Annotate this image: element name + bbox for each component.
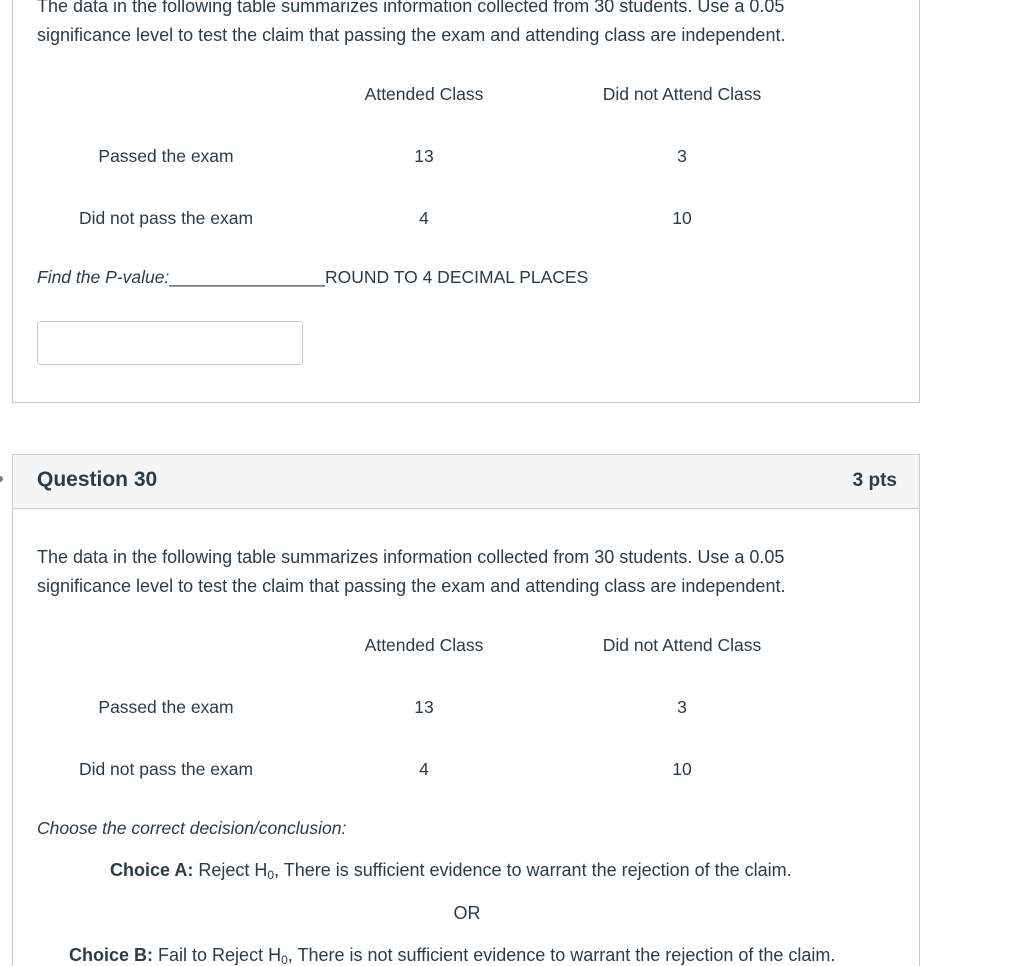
choice-b-label: Choice B: bbox=[69, 945, 154, 965]
col-header-attended: Attended Class bbox=[364, 635, 484, 655]
decision-prompt: Choose the correct decision/conclusion: bbox=[37, 818, 347, 838]
col-header-did-not-attend: Did not Attend Class bbox=[602, 84, 762, 104]
question-30-intro-line-1: The data in the following table summarizes information collected from 30 students. Use a 0.05 bbox=[37, 547, 785, 567]
choice-a-text-pre: Reject H bbox=[198, 860, 268, 880]
p-value-prompt-line bbox=[37, 267, 588, 288]
question-30-title: Question 30 bbox=[37, 468, 158, 491]
choice-a-text-post: , There is sufficient evidence to warrant the rejection of the claim. bbox=[274, 860, 792, 880]
cell-passed-attended: 13 bbox=[414, 146, 434, 166]
question-29-intro-line-2: significance level to test the claim that passing the exam and attending class are independent. bbox=[37, 25, 786, 45]
choice-a bbox=[110, 860, 792, 882]
col-header-did-not-attend: Did not Attend Class bbox=[602, 635, 762, 655]
choice-b-text-post: , There is not sufficient evidence to warrant the rejection of the claim. bbox=[287, 945, 836, 965]
question-29-card bbox=[12, 0, 920, 403]
question-30-header bbox=[13, 455, 919, 509]
row-label-did-not-pass: Did not pass the exam bbox=[78, 208, 254, 228]
cell-passed-not-attended: 3 bbox=[677, 697, 687, 717]
p-value-answer-input[interactable] bbox=[37, 321, 303, 365]
cell-failed-attended: 4 bbox=[419, 208, 429, 228]
p-value-prompt: Find the P-value: bbox=[37, 267, 170, 287]
question-30-card bbox=[12, 454, 920, 966]
cell-failed-not-attended: 10 bbox=[672, 208, 692, 228]
choice-b-text-pre: Fail to Reject H bbox=[158, 945, 282, 965]
or-separator: OR bbox=[453, 903, 481, 923]
col-header-attended: Attended Class bbox=[364, 84, 484, 104]
question-marker bbox=[0, 476, 3, 482]
question-29-intro-line-1: The data in the following table summarizes information collected from 30 students. Use a 0.05 bbox=[37, 0, 785, 16]
choice-b bbox=[69, 945, 835, 966]
cell-failed-not-attended: 10 bbox=[672, 759, 692, 779]
cell-passed-not-attended: 3 bbox=[677, 146, 687, 166]
rounding-instruction: ROUND TO 4 DECIMAL PLACES bbox=[325, 267, 589, 287]
cell-failed-attended: 4 bbox=[419, 759, 429, 779]
question-30-intro-line-2: significance level to test the claim that passing the exam and attending class are independent. bbox=[37, 576, 786, 596]
choice-a-subscript: 0 bbox=[267, 868, 275, 882]
row-label-did-not-pass: Did not pass the exam bbox=[78, 759, 254, 779]
row-label-passed: Passed the exam bbox=[98, 697, 234, 717]
row-label-passed: Passed the exam bbox=[98, 146, 234, 166]
question-30-points: 3 pts bbox=[852, 470, 897, 491]
p-value-blank: ________________ bbox=[169, 267, 326, 287]
choice-b-subscript: 0 bbox=[281, 953, 288, 966]
cell-passed-attended: 13 bbox=[414, 697, 434, 717]
choice-a-label: Choice A: bbox=[110, 860, 194, 880]
